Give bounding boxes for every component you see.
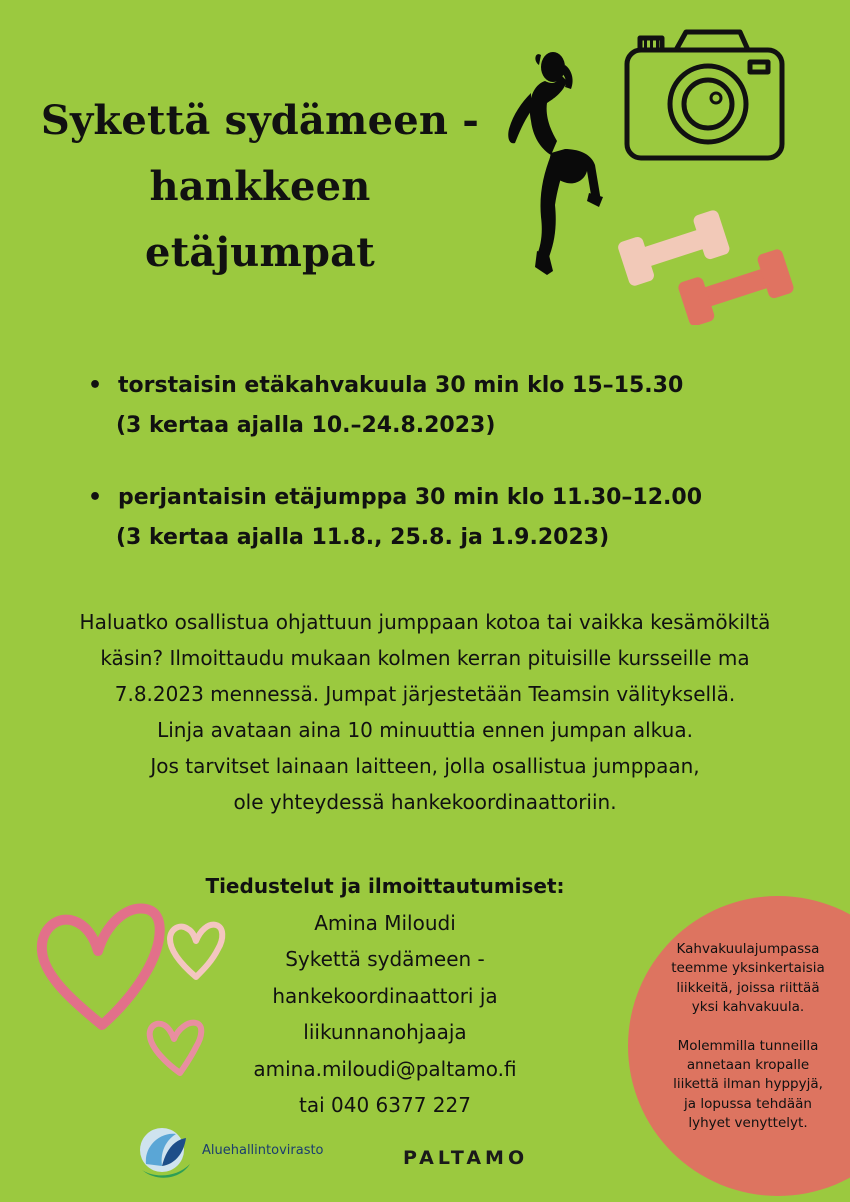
title-line: hankkeen	[149, 163, 371, 210]
paltamo-logo: PALTAMO	[403, 1147, 529, 1169]
camera-icon	[622, 28, 787, 163]
intro-line: Jos tarvitset lainaan laitteen, jolla osallistua jumppaan,	[150, 754, 700, 778]
intro-line: ole yhteydessä hankekoordinaattoriin.	[233, 790, 617, 814]
info-line: ja lopussa tehdään	[684, 1095, 812, 1112]
intro-paragraph	[20, 604, 830, 820]
info-line: Kahvakuulajumpassa	[676, 941, 820, 957]
info-line: yksi kahvakuula.	[691, 999, 805, 1016]
info-line: annetaan kropalle	[686, 1057, 810, 1074]
bullet: •	[88, 485, 103, 510]
title-line: Sykettä sydämeen -	[40, 97, 480, 144]
info-line: Molemmilla tunneilla	[677, 1037, 819, 1054]
contact-block	[170, 868, 600, 1124]
schedule-main: torstaisin etäkahvakuula 30 min klo 15–15.30	[118, 373, 684, 398]
info-line: lyhyet venyttelyt.	[688, 1115, 808, 1132]
schedule-item	[88, 478, 788, 558]
contact-line: hankekoordinaattori ja	[272, 983, 498, 1008]
dumbbell-icon	[615, 200, 800, 325]
schedule-sub: (3 kertaa ajalla 10.–24.8.2023)	[116, 413, 496, 438]
contact-heading: Tiedustelut ja ilmoittautumiset:	[205, 874, 565, 898]
title-line: etäjumpat	[145, 229, 375, 276]
poster-title	[40, 88, 480, 286]
intro-line: Linja avataan aina 10 minuuttia ennen jumpan alkua.	[157, 718, 693, 742]
avi-logo-text: Aluehallintovirasto	[202, 1143, 324, 1158]
schedule-main: perjantaisin etäjumppa 30 min klo 11.30–12.00	[118, 485, 703, 510]
info-circle-text	[648, 940, 848, 1134]
info-line: liikettä ilman hyppyjä,	[673, 1076, 823, 1093]
contact-line: Amina Miloudi	[314, 910, 456, 935]
runner-silhouette	[495, 45, 605, 280]
schedule-item	[88, 366, 788, 446]
intro-line: Haluatko osallistua ohjattuun jumppaan kotoa tai vaikka kesämökiltä	[79, 610, 771, 634]
intro-line: käsin? Ilmoittaudu mukaan kolmen kerran pituisille kursseille ma	[100, 646, 750, 670]
contact-line: Sykettä sydämeen -	[285, 947, 485, 971]
info-line: teemme yksinkertaisia	[671, 960, 825, 977]
avi-logo-icon	[136, 1124, 194, 1180]
contact-line: liikunnanohjaaja	[303, 1020, 467, 1044]
schedule-sub: (3 kertaa ajalla 11.8., 25.8. ja 1.9.2023)	[116, 525, 610, 550]
bullet: •	[88, 373, 103, 398]
contact-phone[interactable]: tai 040 6377 227	[299, 1093, 471, 1117]
info-line: liikkeitä, joissa riittää	[676, 979, 820, 996]
contact-email[interactable]: amina.miloudi@paltamo.fi	[253, 1056, 517, 1081]
intro-line: 7.8.2023 mennessä. Jumpat järjestetään Teamsin välityksellä.	[114, 682, 736, 706]
